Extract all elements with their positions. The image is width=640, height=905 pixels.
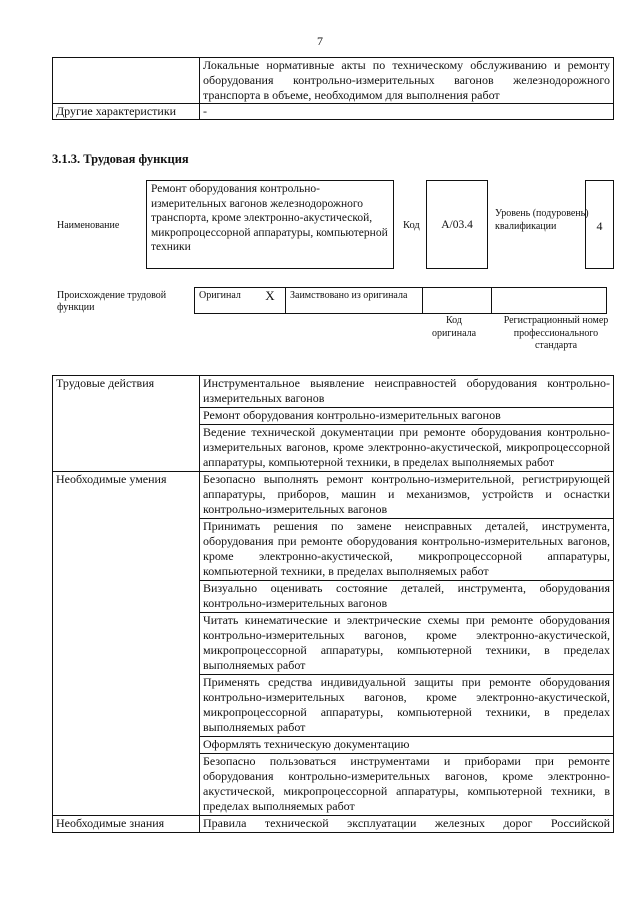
code-original-cell — [423, 288, 492, 314]
code-original-caption: Код оригинала — [431, 315, 477, 339]
list-item: Читать кинематические и электрические схемы при ремонте оборудования контрольно-измерительных вагонов, кроме электронно-акустической, микропроцессорной аппаратуры, компьютерной техники, в пределах выполняемых работ — [200, 613, 614, 675]
list-item: Принимать решения по замене неисправных деталей, инструмента, оборудования при ремонте оборудования контрольно-измерительных вагонов, кроме электронно-акустической, микропроцессорной аппаратуры, компьютерной техники, в пределах выполняемых работ — [200, 519, 614, 581]
name-label: Наименование — [57, 220, 120, 231]
list-item: Инструментальное выявление неисправностей оборудования контрольно-измерительных вагонов — [200, 376, 614, 408]
table-row — [53, 376, 614, 408]
code-label: Код — [403, 220, 420, 231]
list-item: Ремонт оборудования контрольно-измерительных вагонов — [200, 408, 614, 425]
page-number: 7 — [317, 34, 323, 48]
function-details-table — [52, 375, 614, 833]
row-label: Другие характеристики — [53, 104, 200, 120]
section-label-actions: Трудовые действия — [53, 376, 200, 472]
section-label-knowledge: Необходимые знания — [53, 816, 200, 833]
list-item: Визуально оценивать состояние деталей, инструмента, оборудования контрольно-измерительных вагонов — [200, 581, 614, 613]
table-row — [53, 58, 614, 104]
list-item: Безопасно пользоваться инструментами и приборами при ремонте оборудования контрольно-измерительных вагонов, кроме электронно-акустической, микропроцессорной аппаратуры, компьютерной техники, в пределах выполняемых работ — [200, 754, 614, 816]
top-characteristics-table — [52, 57, 614, 120]
origin-label: Происхождение трудовой функции — [57, 290, 167, 313]
row-value: Локальные нормативные акты по техническому обслуживанию и ремонту оборудования контрольно-измерительных вагонов железнодорожного транспорта в объеме, необходимом для выполнения работ — [200, 58, 614, 104]
reg-number-cell — [492, 288, 607, 314]
list-item: Оформлять техническую документацию — [200, 737, 614, 754]
qualification-level-label: Уровень (подуровень) квалификации — [495, 208, 589, 232]
original-label: Оригинал — [195, 288, 256, 314]
table-row — [53, 104, 614, 120]
list-item: Применять средства индивидуальной защиты при ремонте оборудования контрольно-измерительных вагонов, кроме электронно-акустической, микропроцессорной аппаратуры, компьютерной техники, в пределах выполняемых работ — [200, 675, 614, 737]
original-mark: X — [255, 288, 286, 314]
origin-table — [194, 287, 607, 314]
list-item: Правила технической эксплуатации железных дорог Российской — [200, 816, 614, 833]
qualification-level-box: 4 — [585, 180, 614, 269]
list-item: Ведение технической документации при ремонте оборудования контрольно-измерительных вагонов, кроме электронно-акустической, микропроцессорной аппаратуры, компьютерной техники, в пределах выполняемых работ — [200, 425, 614, 472]
borrowed-label: Заимствовано из оригинала — [286, 288, 423, 314]
row-label — [53, 58, 200, 104]
table-row — [195, 288, 607, 314]
section-heading: 3.1.3. Трудовая функция — [52, 152, 189, 166]
function-code-box: A/03.4 — [426, 180, 488, 269]
section-label-skills: Необходимые умения — [53, 472, 200, 816]
table-row — [53, 816, 614, 833]
list-item: Безопасно выполнять ремонт контрольно-измерительной, регистрирующей аппаратуры, приборов, машин и механизмов, устройств и оснастки контрольно-измерительных вагонов — [200, 472, 614, 519]
reg-number-caption: Регистрационный номер профессионального стандарта — [503, 315, 609, 351]
row-value: - — [200, 104, 614, 120]
function-name-box: Ремонт оборудования контрольно-измерительных вагонов железнодорожного транспорта, кроме электронно-акустической, микропроцессорной аппаратуры, компьютерной техники — [146, 180, 394, 269]
table-row — [53, 472, 614, 519]
